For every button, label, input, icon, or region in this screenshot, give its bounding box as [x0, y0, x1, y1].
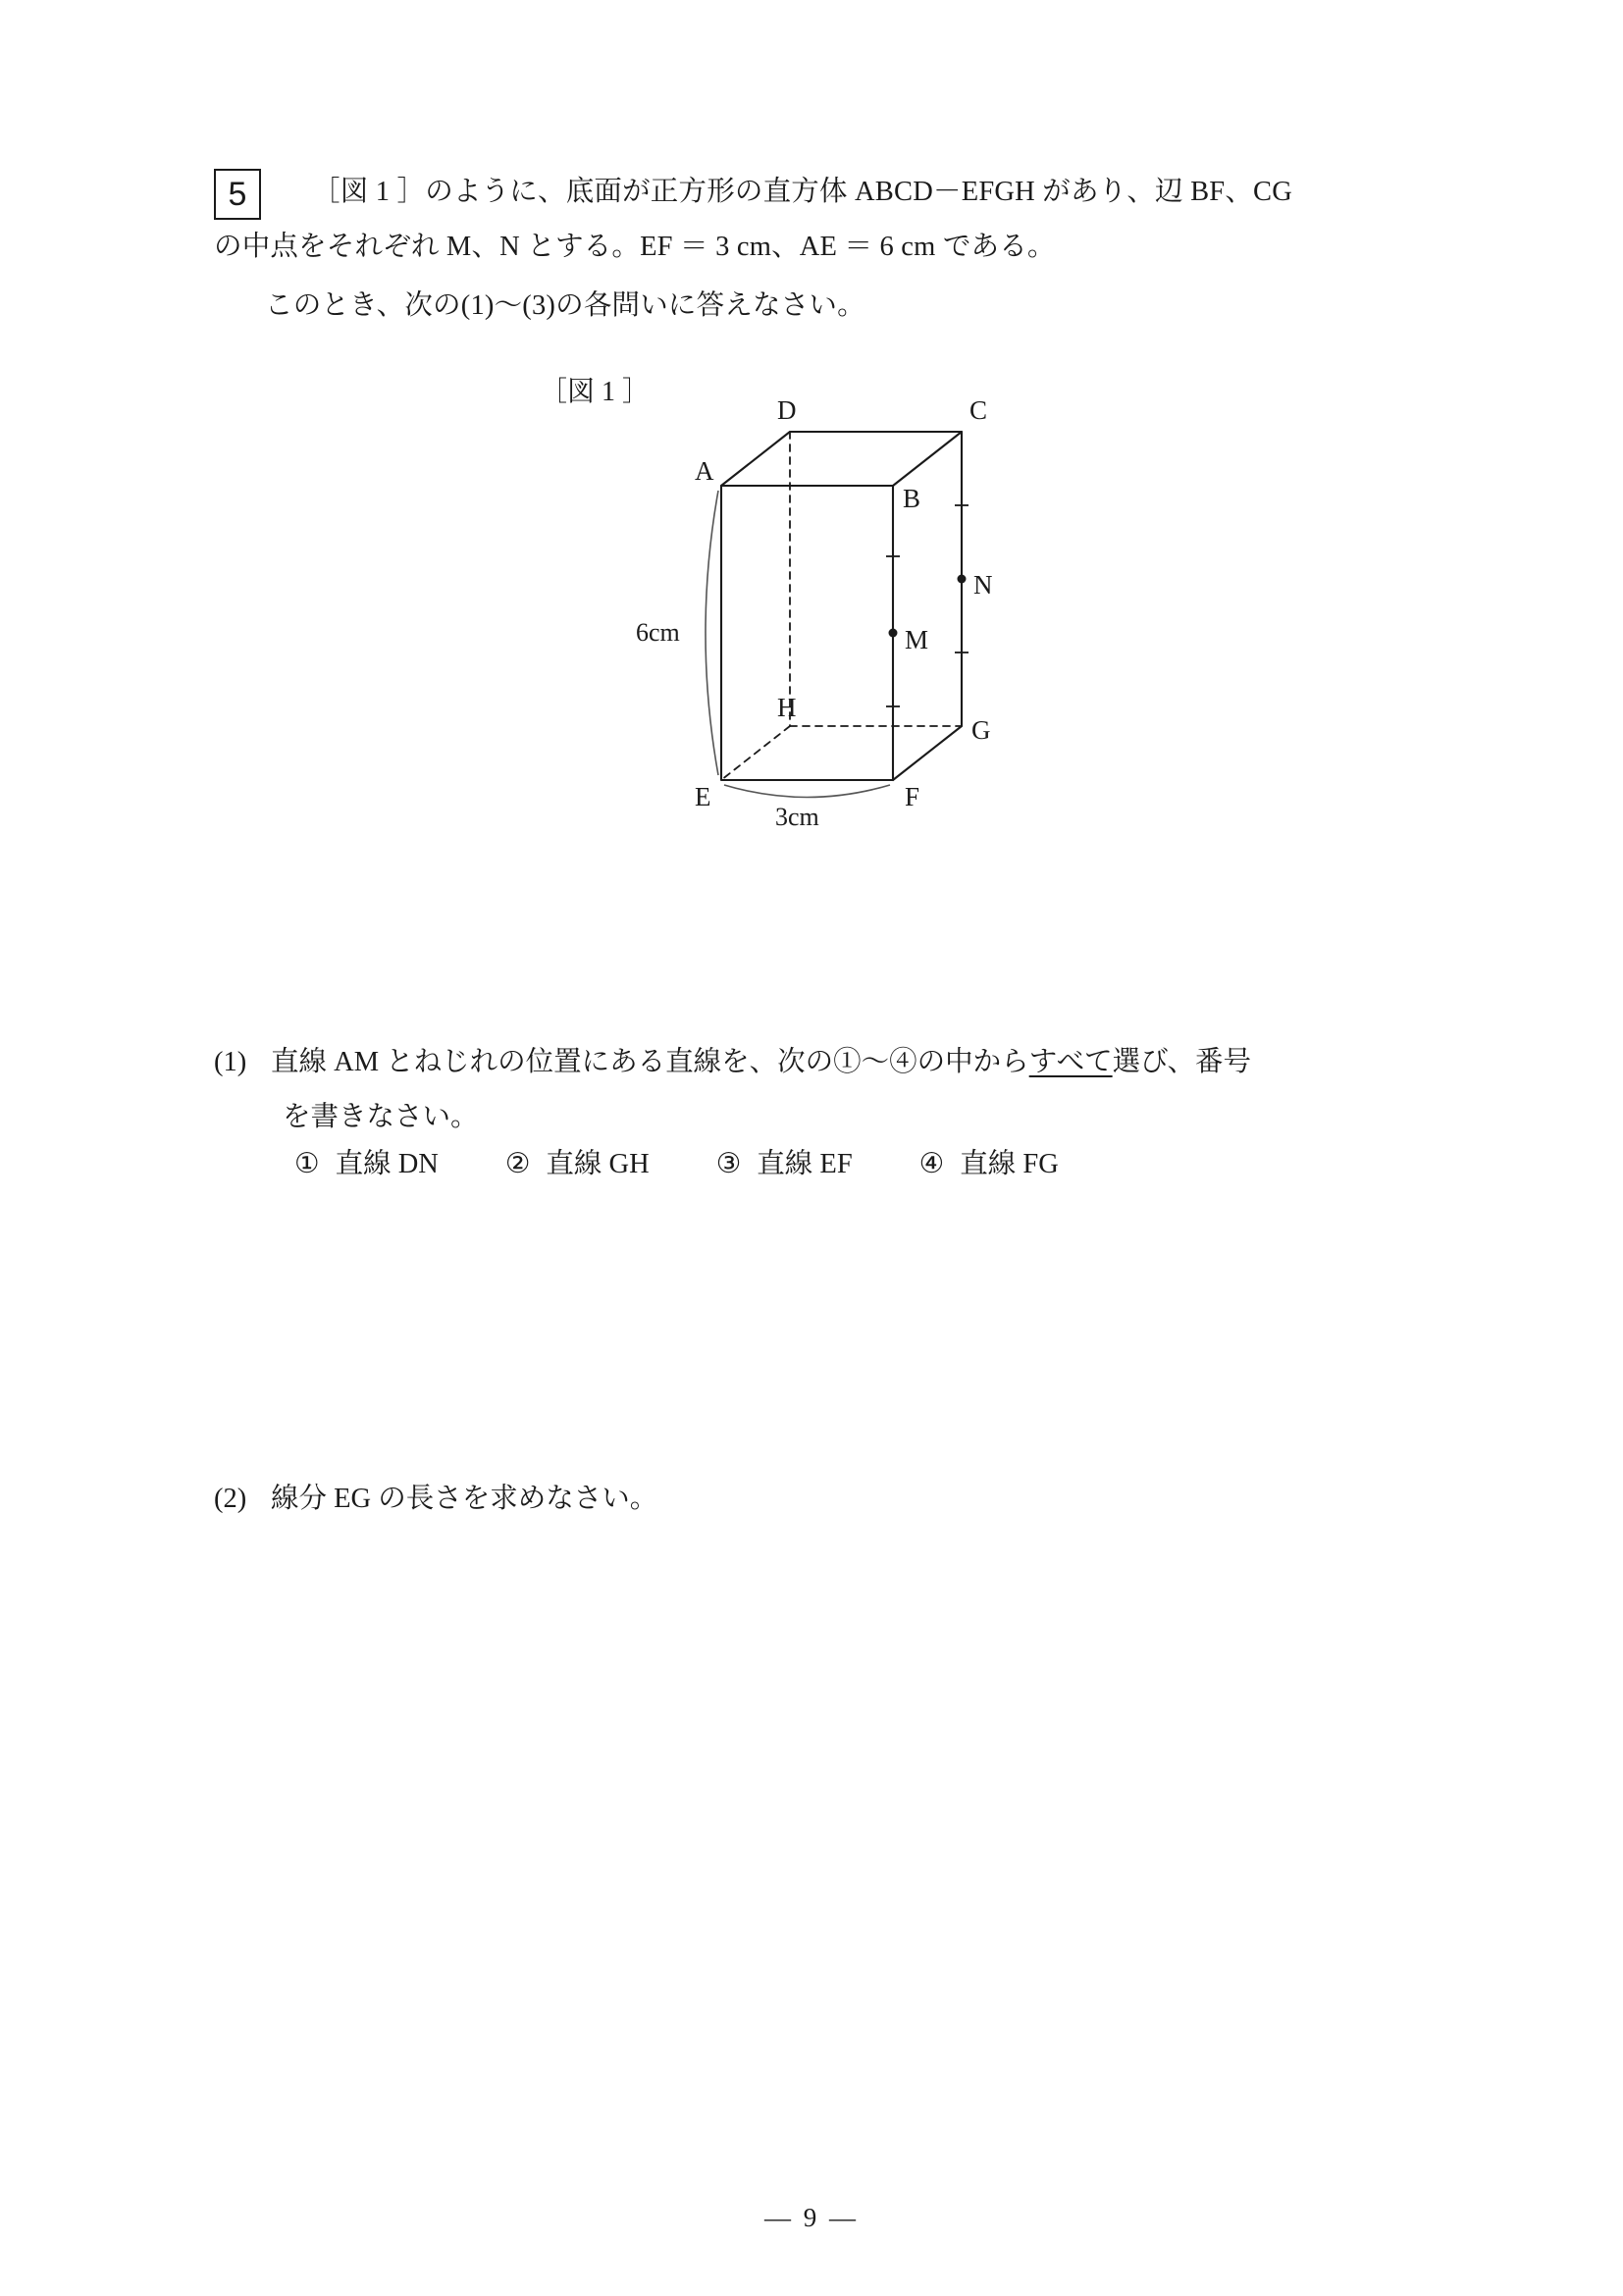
vertex-label-b: B: [903, 484, 921, 513]
choice-4-label: 直線 FG: [960, 1149, 1059, 1179]
problem-statement: [214, 165, 1460, 334]
choice-1-label: 直線 DN: [335, 1149, 439, 1179]
vertex-label-c: C: [969, 395, 988, 425]
point-m-marker: [889, 629, 898, 638]
figure-1: [461, 348, 1207, 937]
choice-4[interactable]: [919, 1141, 1059, 1181]
vertex-label-g: G: [971, 715, 991, 745]
question-1: [214, 1035, 1470, 1145]
choice-2[interactable]: [505, 1141, 650, 1181]
choice-1[interactable]: [294, 1141, 439, 1181]
question-1-emphasis: すべて: [1028, 1047, 1113, 1077]
question-2-number: (2): [214, 1484, 247, 1514]
problem-header: [214, 165, 1460, 334]
dimension-height-label: 6cm: [636, 618, 680, 647]
question-1-choices: [294, 1141, 1126, 1181]
question-1-line-2: を書きなさい。: [283, 1102, 479, 1132]
choice-1-marker: ①: [294, 1149, 320, 1179]
question-1-number: (1): [214, 1047, 247, 1077]
problem-number: 5: [214, 169, 261, 220]
vertex-label-h: H: [777, 693, 797, 722]
problem-statement-line-3: このとき、次の(1)～(3)の各問いに答えなさい。: [265, 290, 865, 321]
question-2: [214, 1472, 1391, 1527]
page-number: ― 9 ―: [764, 2203, 859, 2232]
vertex-label-n: N: [973, 570, 993, 600]
question-1-text-a: 直線 AM とねじれの位置にある直線を、次の①～④の中から: [271, 1047, 1029, 1077]
point-n-marker: [958, 575, 967, 584]
problem-statement-line-2: の中点をそれぞれ M、N とする。EF ＝ 3 cm、AE ＝ 6 cm である。: [214, 232, 1056, 262]
question-1-line-1: [214, 1035, 1470, 1090]
choice-2-marker: ②: [504, 1149, 531, 1179]
rectangular-prism-diagram: [461, 348, 1207, 937]
vertex-label-d: D: [777, 395, 797, 425]
dimension-width-label: 3cm: [775, 803, 819, 831]
question-1-text-b: 選び、番号: [1112, 1047, 1251, 1077]
choice-3-marker: ③: [715, 1149, 742, 1179]
figure-label: ［図 1 ］: [540, 377, 651, 407]
choice-4-marker: ④: [918, 1149, 945, 1179]
vertex-label-m: M: [905, 625, 929, 654]
vertex-label-e: E: [695, 782, 711, 811]
vertex-label-a: A: [695, 456, 714, 486]
vertex-label-f: F: [905, 782, 920, 811]
problem-statement-line-1: ［図 1 ］のように、底面が正方形の直方体 ABCD－EFGH があり、辺 BF、CG: [312, 177, 1293, 207]
choice-3[interactable]: [716, 1141, 853, 1181]
question-2-text: 線分 EG の長さを求めなさい。: [271, 1484, 658, 1514]
choice-2-label: 直線 GH: [546, 1149, 650, 1179]
choice-3-label: 直線 EF: [757, 1149, 853, 1179]
